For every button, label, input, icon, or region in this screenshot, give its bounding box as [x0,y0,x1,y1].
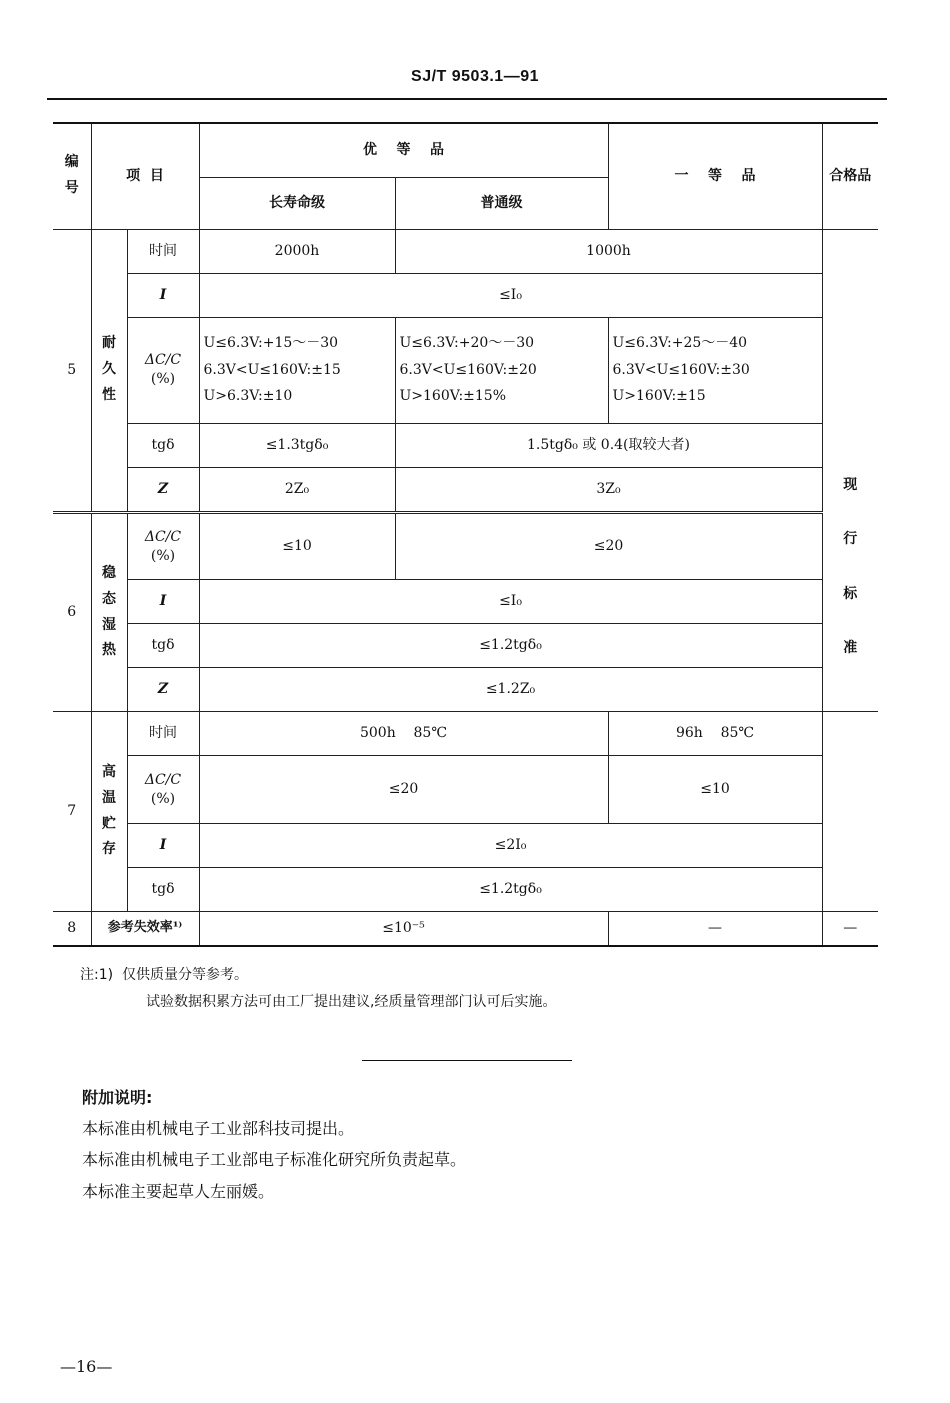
g5-dc-long-3: U>6.3V:±10 [203,388,293,405]
g5-dc-label [127,317,199,423]
g5-time-label: 时间 [127,229,199,273]
g5-tg-label: tgδ [127,423,199,467]
g5-dc-first-3: U>160V:±15 [612,388,706,405]
g7-dc-first: ≤10 [608,756,822,824]
g6-z-label: Z [127,668,199,712]
g6-dc-rest: ≤20 [395,514,822,580]
g6-no: 6 [53,514,91,712]
g5-z-label: Z [127,467,199,511]
header-qualified: 合格品 [822,123,878,229]
footnote-1: 注:1) 仅供质量分等参考。 [80,967,248,983]
current-standard: 现行标准 [822,514,878,712]
g8-premium: ≤10⁻⁵ [199,912,608,946]
g7-no: 7 [53,712,91,912]
g7-time-premium: 500h 85℃ [199,712,608,756]
g7-time-label: 时间 [127,712,199,756]
g7-i-value: ≤2I₀ [199,824,822,868]
g6-dc-unit: (%) [150,547,176,564]
g5-dc-ord-3: U>160V:±15% [399,388,507,405]
g6-name: 稳态湿热 [91,514,127,712]
quality-grading-table [53,122,878,512]
g5-dc-long-1: U≤6.3V:+15～－30 [203,335,339,352]
g5-dc-ord-1: U≤6.3V:+20～－30 [399,335,535,352]
g6-tg-label: tgδ [127,624,199,668]
g5-i-label: I [127,273,199,317]
g5-no: 5 [53,229,91,511]
g5-dc-label-text: ΔC/C [144,352,182,369]
g5-dc-long-2: 6.3V<U≤160V:±15 [203,361,341,378]
g5-dc-ord-2: 6.3V<U≤160V:±20 [399,361,537,378]
g5-dc-first-2: 6.3V<U≤160V:±30 [612,361,750,378]
g6-dc-label-text: ΔC/C [144,528,182,545]
g5-z-rest: 3Z₀ [395,467,822,511]
g5-dc-ordinary [395,317,608,423]
g5-name: 耐久性 [91,229,127,511]
g5-dc-unit: (%) [150,371,176,387]
header-first-class: 一 等 品 [608,123,822,229]
additional-line-3: 本标准主要起草人左丽媛。 [82,1181,275,1201]
g7-tg-value: ≤1.2tgδ₀ [199,868,822,912]
g6-tg-value: ≤1.2tgδ₀ [199,624,822,668]
g5-time-rest: 1000h [395,229,822,273]
g6-z-value: ≤1.2Z₀ [199,668,822,712]
g6-dc-label [127,514,199,580]
g7-name: 高温贮存 [91,712,127,912]
g7-dc-premium: ≤20 [199,756,608,824]
g6-i-label: I [127,580,199,624]
header-ordinary: 普通级 [395,177,608,229]
g5-dc-long [199,317,395,423]
additional-line-2: 本标准由机械电子工业部电子标准化研究所负责起草。 [82,1150,467,1170]
g5-tg-rest: 1.5tgδ₀ 或 0.4(取较大者) [395,423,822,467]
g5-time-long: 2000h [199,229,395,273]
g5-i-value: ≤I₀ [199,273,822,317]
footnotes [80,962,556,1017]
g7-dc-unit: (%) [150,790,176,807]
g5-tg-long: ≤1.3tgδ₀ [199,423,395,467]
additional-notes [82,1082,466,1207]
footnote-2: 试验数据积累方法可由工厂提出建议,经质量管理部门认可后实施。 [146,994,557,1011]
document-number: SJ/T 9503.1—91 [411,68,539,85]
page-number: —16— [60,1357,113,1376]
g7-tg-label: tgδ [127,868,199,912]
additional-line-1: 本标准由机械电子工业部科技司提出。 [82,1119,355,1139]
g5-z-long: 2Z₀ [199,467,395,511]
g7-dc-label [127,756,199,824]
g6-dc-long: ≤10 [199,514,395,580]
section-divider [362,1060,572,1061]
header-premium: 优 等 品 [199,123,608,177]
header-item: 项 目 [91,123,199,229]
g8-no: 8 [53,912,91,946]
g5-dc-first-1: U≤6.3V:+25～－40 [612,335,748,352]
g5-dc-first [608,317,822,423]
g7-time-first: 96h 85℃ [608,712,822,756]
header-no: 编号 [53,123,91,229]
g8-name: 参考失效率¹⁾ [91,912,199,946]
header-long-life: 长寿命级 [199,177,395,229]
g6-i-value: ≤I₀ [199,580,822,624]
g8-first: — [608,912,822,946]
additional-heading: 附加说明: [82,1088,153,1107]
g8-qualified: — [822,912,878,946]
header-rule [47,98,887,100]
g7-i-label: I [127,824,199,868]
g7-dc-label-text: ΔC/C [144,771,182,788]
g7-qualified-blank [822,712,878,912]
